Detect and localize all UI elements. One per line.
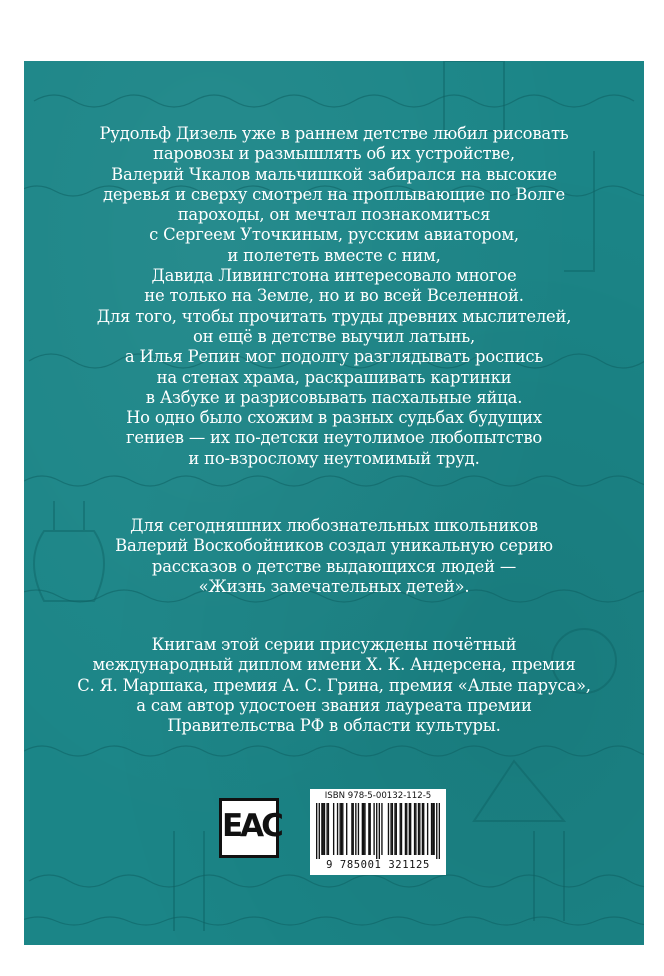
back-cover xyxy=(24,61,644,945)
text-line: а Илья Репин мог подолгу разглядывать роспись xyxy=(124,347,544,367)
barcode-bar xyxy=(376,803,377,859)
barcode-bar xyxy=(392,803,393,855)
barcode-bar xyxy=(409,803,410,855)
text-line: Валерий Воскобойников создал уникальную серию xyxy=(115,536,553,556)
barcode-bar xyxy=(339,803,340,855)
barcode-bar xyxy=(406,803,407,855)
barcode-bar xyxy=(436,803,437,859)
text-line: международный диплом имени Х. К. Андерсена, премия xyxy=(92,655,576,675)
barcode-bar xyxy=(333,803,334,855)
barcode-bar xyxy=(401,803,402,855)
text-line: паровозы и размышлять об их устройстве, xyxy=(153,144,515,164)
barcode-bar xyxy=(362,803,363,855)
barcode-bar xyxy=(316,803,317,859)
barcode-bar xyxy=(394,803,395,855)
barcode-bar xyxy=(319,803,320,859)
barcode-bar xyxy=(323,803,324,855)
barcode-bar xyxy=(423,803,424,855)
barcode-bar xyxy=(410,803,411,855)
barcode-bar xyxy=(326,803,327,855)
text-line: Но одно было схожим в разных судьбах будущих xyxy=(126,408,542,428)
barcode-number: 9 785001 321125 xyxy=(326,859,430,871)
barcode-bar xyxy=(321,803,322,855)
text-line: Для сегодняшних любознательных школьников xyxy=(130,516,538,535)
text-line: гениев — их по-детски неутолимое любопытство xyxy=(125,428,543,448)
paragraph-series xyxy=(24,516,644,597)
text-line: Правительства РФ в области культуры. xyxy=(167,716,501,736)
text-line: Давида Ливингстона интересовало многое xyxy=(151,266,517,286)
barcode-bar xyxy=(351,803,352,855)
text-line: пароходы, он мечтал познакомиться xyxy=(177,205,491,225)
text-line: С. Я. Маршака, премия А. С. Грина, премия «Алые паруса», xyxy=(77,675,591,695)
text-line: рассказов о детстве выдающихся людей — xyxy=(151,556,517,576)
barcode-bar xyxy=(342,803,343,855)
barcode-bar xyxy=(405,803,406,855)
text-line: и полететь вместе с ним, xyxy=(227,245,441,265)
barcode-bar xyxy=(379,803,380,859)
text-line: «Жизнь замечательных детей». xyxy=(198,576,470,596)
paragraph-intro xyxy=(24,124,644,469)
barcode-bar xyxy=(368,803,369,855)
text-line: Рудольф Дизель уже в раннем детстве любил рисовать xyxy=(99,124,569,143)
text-line: Книгам этой серии присуждены почётный xyxy=(151,635,517,654)
barcode-bar xyxy=(324,803,325,855)
text-line: а сам автор удостоен звания лауреата премии xyxy=(136,695,532,715)
barcode-bar xyxy=(422,803,423,855)
barcode-bar xyxy=(328,803,329,855)
barcode-bar xyxy=(341,803,342,855)
barcode-bars xyxy=(316,803,440,859)
barcode-bar xyxy=(370,803,371,855)
text-line: деревья и сверху смотрел на проплывающие по Волге xyxy=(103,184,565,204)
text-line: не только на Земле, но и во всей Вселенной. xyxy=(144,286,524,306)
barcode-bar xyxy=(364,803,365,855)
barcode-bar xyxy=(433,803,434,855)
text-line: в Азбуке и разрисовывать пасхальные яйца. xyxy=(145,387,523,407)
barcode-bar xyxy=(427,803,428,855)
barcode-bar xyxy=(381,803,382,855)
barcode-bar xyxy=(390,803,391,855)
text-line: Для того, чтобы прочитать труды древних мыслителей, xyxy=(96,306,572,326)
text-line: он ещё в детстве выучил латынь, xyxy=(193,326,475,346)
text-line: и по-взрослому неутомимый труд. xyxy=(188,448,480,468)
barcode-bar xyxy=(414,803,415,855)
barcode-bar xyxy=(363,803,364,855)
barcode-bar xyxy=(337,803,338,855)
paragraph-awards xyxy=(24,635,644,736)
text-line: с Сергеем Уточкиным, русским авиатором, xyxy=(149,225,519,245)
barcode-bar xyxy=(415,803,416,855)
text-line: Валерий Чкалов мальчишкой забирался на высокие xyxy=(111,164,557,184)
eac-mark-label: EAC xyxy=(222,808,281,844)
isbn-barcode xyxy=(310,789,446,875)
barcode-bar xyxy=(373,803,374,855)
text-line: на стенах храма, раскрашивать картинки xyxy=(156,367,512,387)
barcode-bar xyxy=(431,803,432,855)
barcode-bar xyxy=(418,803,419,855)
barcode-bar xyxy=(358,803,359,855)
barcode-bar xyxy=(432,803,433,855)
barcode-bar xyxy=(388,803,389,855)
barcode-bar xyxy=(353,803,354,855)
barcode-bar xyxy=(355,803,356,855)
isbn-label: ISBN 978-5-00132-112-5 xyxy=(324,791,432,801)
eac-certification-mark xyxy=(219,798,279,858)
barcode-bar xyxy=(396,803,397,855)
barcode-bar xyxy=(400,803,401,855)
barcode-bar xyxy=(419,803,420,855)
barcode-bar xyxy=(439,803,440,859)
barcode-bar xyxy=(346,803,347,855)
